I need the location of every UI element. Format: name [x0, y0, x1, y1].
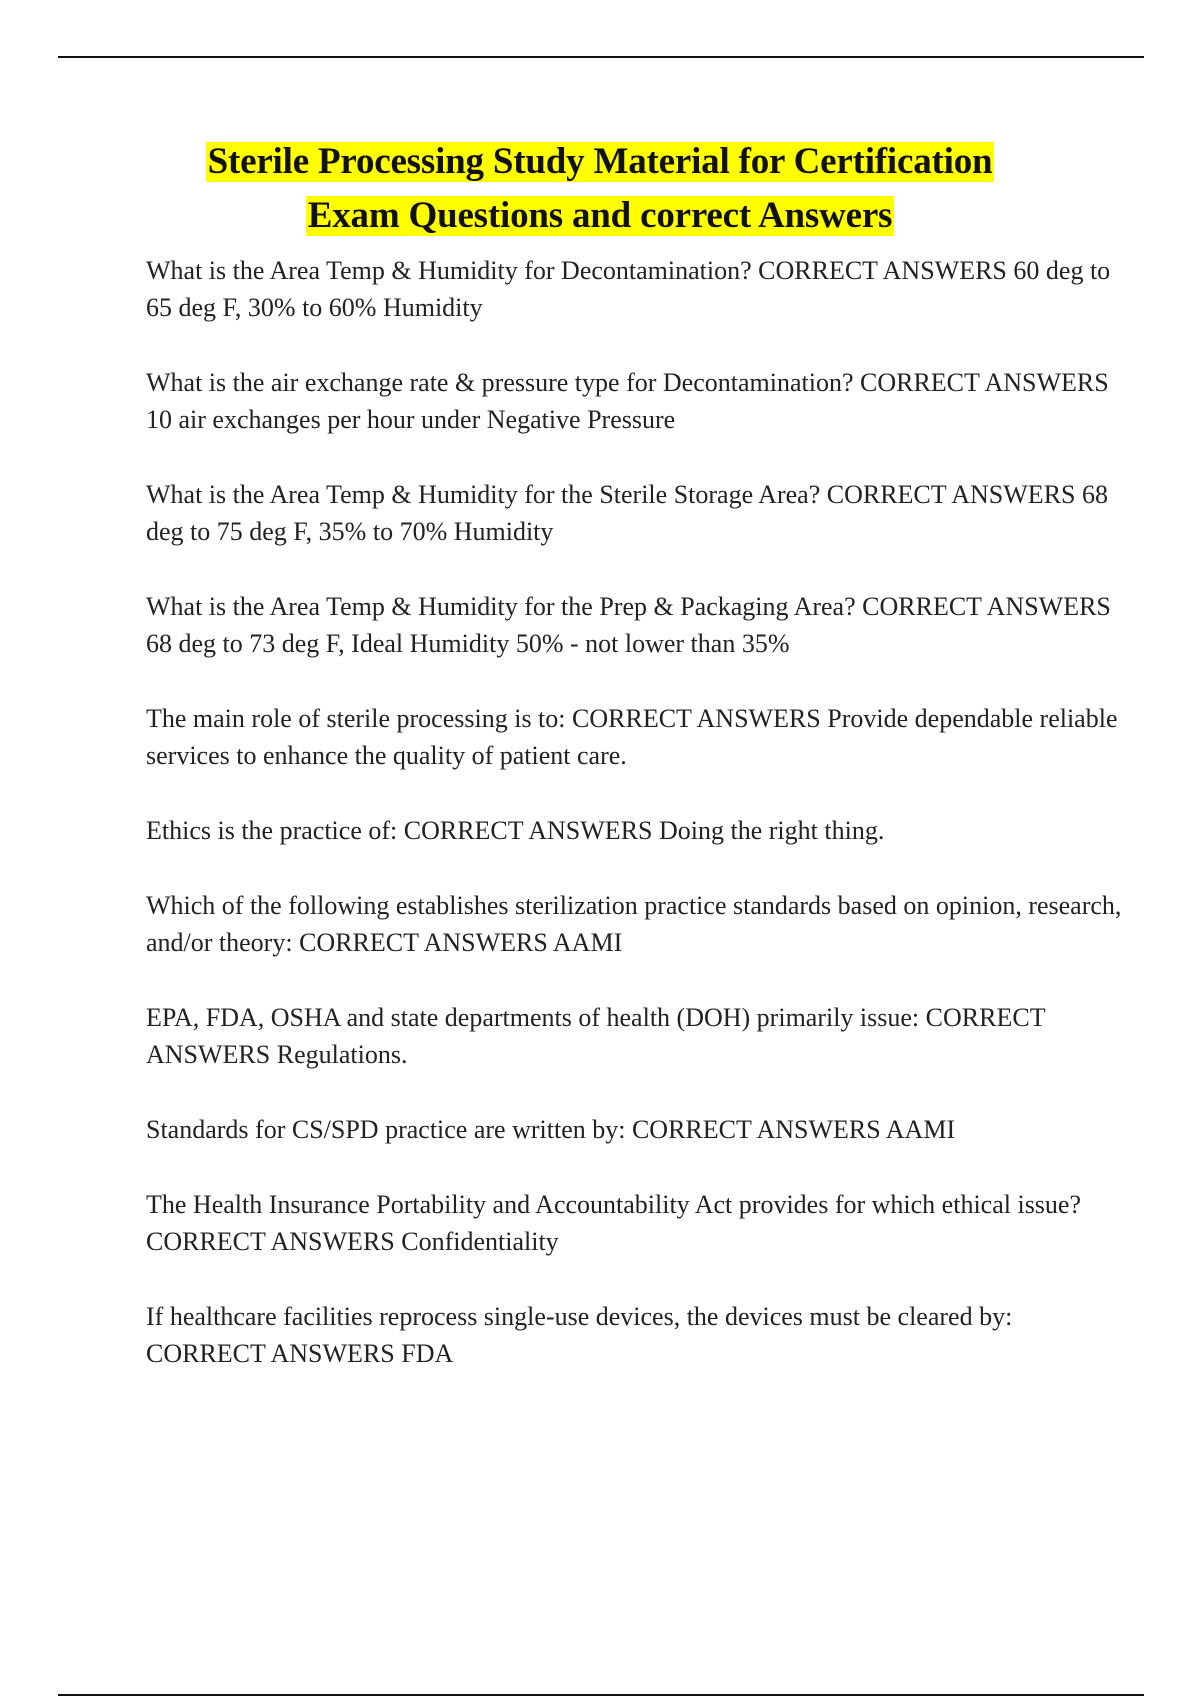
answer-text: AAMI	[885, 1115, 956, 1144]
answer-label: CORRECT ANSWERS	[859, 368, 1109, 397]
qa-item	[146, 476, 1126, 550]
qa-item	[146, 588, 1126, 662]
answer-label: CORRECT ANSWERS	[631, 1115, 881, 1144]
answer-label: CORRECT ANSWERS	[146, 1003, 1046, 1069]
qa-item	[146, 252, 1126, 326]
answer-label: CORRECT ANSWERS	[862, 592, 1111, 621]
answer-label: CORRECT ANSWERS	[572, 704, 821, 733]
answer-label: CORRECT ANSWERS	[146, 1339, 395, 1368]
document-title	[60, 142, 1140, 250]
answer-label: CORRECT ANSWERS	[758, 256, 1007, 285]
answer-text: Doing the right thing.	[659, 816, 885, 845]
question-text: Which of the following establishes sterilization practice standards based on opinion, research, and/or theory:	[146, 891, 1122, 957]
question-text: What is the Area Temp & Humidity for the Sterile Storage Area?	[146, 480, 821, 509]
qa-item	[146, 999, 1126, 1073]
title-line-1: Sterile Processing Study Material for Certification	[207, 141, 993, 182]
qa-item	[146, 887, 1126, 961]
answer-text: 68 deg to 75 deg F, 35% to 70% Humidity	[146, 480, 1108, 546]
question-text: What is the air exchange rate & pressure type for Decontamination?	[146, 368, 854, 397]
answer-label: CORRECT ANSWERS	[403, 816, 653, 845]
answer-text: AAMI	[552, 928, 623, 957]
top-rule	[58, 56, 1144, 58]
title-line-2: Exam Questions and correct Answers	[307, 195, 893, 236]
qa-item	[146, 1298, 1126, 1372]
bottom-rule	[58, 1694, 1144, 1696]
answer-text: Confidentiality	[401, 1227, 559, 1256]
qa-item	[146, 700, 1126, 774]
answer-text: FDA	[401, 1339, 454, 1368]
question-text: Ethics is the practice of:	[146, 816, 398, 845]
question-text: Standards for CS/SPD practice are written by:	[146, 1115, 626, 1144]
question-text: If healthcare facilities reprocess single-use devices, the devices must be cleared by:	[146, 1302, 1013, 1331]
question-text: What is the Area Temp & Humidity for Decontamination?	[146, 256, 752, 285]
qa-list	[146, 252, 1126, 1410]
answer-text: 10 air exchanges per hour under Negative Pressure	[146, 405, 676, 434]
answer-label: CORRECT ANSWERS	[146, 1227, 395, 1256]
qa-item	[146, 812, 1126, 849]
question-text: What is the Area Temp & Humidity for the Prep & Packaging Area?	[146, 592, 856, 621]
question-text: EPA, FDA, OSHA and state departments of health (DOH) primarily issue:	[146, 1003, 920, 1032]
answer-label: CORRECT ANSWERS	[299, 928, 548, 957]
answer-text: Regulations.	[276, 1040, 408, 1069]
qa-item	[146, 1111, 1126, 1148]
qa-item	[146, 1186, 1126, 1260]
answer-label: CORRECT ANSWERS	[826, 480, 1076, 509]
answer-text: 68 deg to 73 deg F, Ideal Humidity 50% - not lower than 35%	[146, 629, 790, 658]
answer-text: 60 deg to 65 deg F, 30% to 60% Humidity	[146, 256, 1111, 322]
answer-text: Provide dependable reliable services to enhance the quality of patient care.	[146, 704, 1118, 770]
question-text: The main role of sterile processing is to:	[146, 704, 566, 733]
qa-item	[146, 364, 1126, 438]
question-text: The Health Insurance Portability and Accountability Act provides for which ethical issue?	[146, 1190, 1082, 1219]
